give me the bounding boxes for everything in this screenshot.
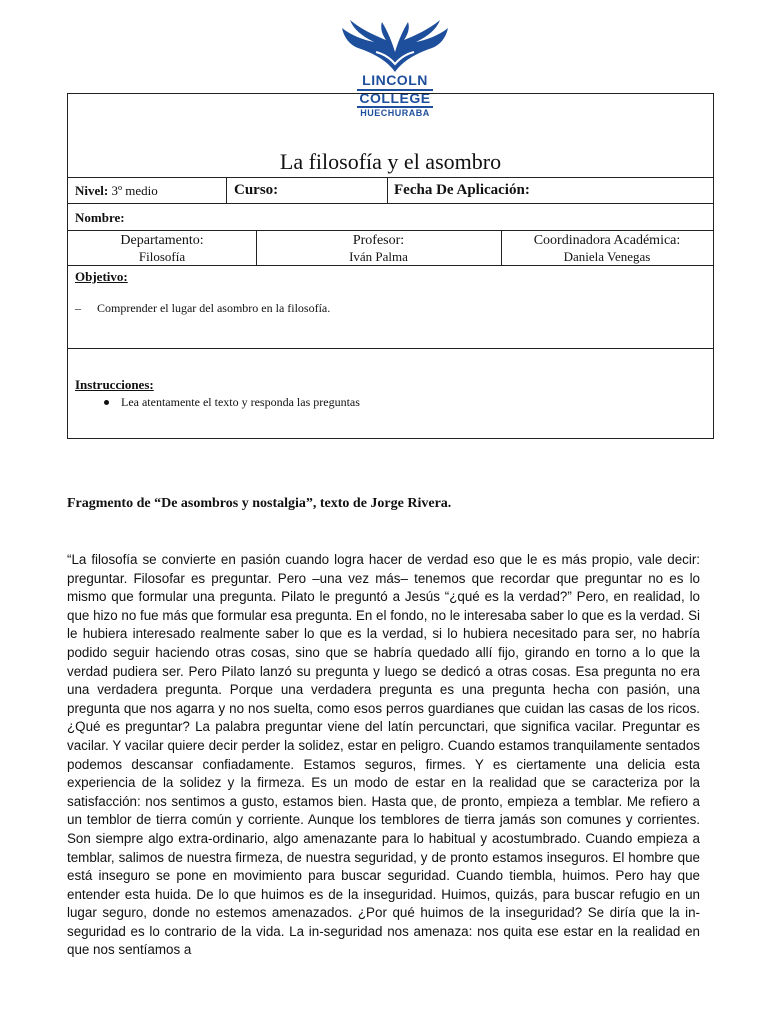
- curso-field[interactable]: Curso:: [234, 182, 279, 198]
- logo-line-2: COLLEGE: [357, 89, 433, 108]
- instrucciones-label: Instrucciones:: [75, 377, 154, 392]
- divider: [387, 177, 388, 203]
- logo-line-3: HUECHURABA: [360, 108, 430, 118]
- nivel-value: 3º medio: [111, 183, 158, 198]
- bullet-icon: [104, 400, 109, 405]
- nivel-field[interactable]: [75, 183, 158, 199]
- coordinadora-label: Coordinadora Académica:: [533, 233, 681, 248]
- departamento-value: Filosofía: [138, 249, 186, 264]
- profesor-value: Iván Palma: [349, 249, 408, 264]
- divider: [68, 265, 713, 266]
- objetivo-marker: –: [75, 301, 81, 315]
- nivel-label: Nivel:: [75, 183, 109, 198]
- divider: [68, 177, 713, 178]
- profesor-label: Profesor:: [352, 233, 405, 248]
- departamento-label: Departamento:: [120, 233, 204, 248]
- divider: [226, 177, 227, 203]
- fragment-subtitle: Fragmento de “De asombros y nostalgia”, texto de Jorge Rivera.: [67, 496, 452, 511]
- objetivo-label: Objetivo:: [75, 269, 128, 284]
- body-paragraph: “La filosofía se convierte en pasión cuando logra hacer de verdad eso que le es más propio, vale decir: preguntar. Filosofar es preguntar. Pero –una vez más– tenemos que recordar que preguntar no es lo mismo que formular una pregunta. Pilato le preguntó a Jesús “¿qué es la verdad?” Pero, en realidad, lo que hizo no fue más que formular esa pregunta. En el fondo, no le interesaba saber lo que es la verdad. Si le hubiera interesado realmente saber lo que es la verdad, si lo hubiera necesitado para ser, no habría podido seguir haciendo otras cosas, sino que se habría quedado allí fijo, girando en torno a lo que la verdad pudiera ser. Pero Pilato lanzó su pregunta y luego se dedicó a otras cosas. Esa pregunta no era una verdadera pregunta. Porque una verdadera pregunta es una pregunta hecha con pasión, una pregunta que nos agarra y no nos suelta, como esos perros guardianes que cuidan las casas de los ricos. ¿Qué es preguntar? La palabra preguntar viene del latín percunctari, que significa vacilar. Preguntar es vacilar. Y vacilar quiere decir perder la solidez, estar en peligro. Cuando estamos tranquilamente sentados podemos descansar confiadamente. Estamos seguros, firmes. Y es ciertamente una delicia esta experiencia de la solidez y la firmeza. Es un modo de estar en la realidad que se caracteriza por la satisfacción: nos sentimos a gusto, estamos bien. Hasta que, de pronto, empieza a temblar. Me refiero a un temblor de tierra común y corriente. Aunque los temblores de tierra jamás son comunes y corrientes. Son siempre algo extra-ordinario, algo amenazante para lo habitual y acostumbrado. Cuando empieza a temblar, salimos de nuestra firmeza, de nuestra seguridad, y de pronto estamos inseguros. El hombre que está inseguro se pone en movimiento para buscar seguridad. Cuando tiembla, huimos. Pero hay que entender esta huida. De lo que huimos es de la inseguridad. Huimos, quizás, para buscar refugio en un lugar seguro, donde no estemos amenazados. ¿Por qué huimos de la inseguridad? Se diría que la in-seguridad es lo contrario de la vida. La in-seguridad nos amenaza: nos quita ese estar en la realidad en que nos sentíamos a: [67, 552, 700, 958]
- instrucciones-text: Lea atentamente el texto y responda las preguntas: [121, 395, 360, 409]
- divider: [68, 348, 713, 349]
- coordinadora-value: Daniela Venegas: [563, 249, 651, 264]
- eagle-icon: [340, 18, 450, 74]
- nombre-field[interactable]: Nombre:: [75, 210, 125, 225]
- objetivo-text: Comprender el lugar del asombro en la filosofía.: [97, 301, 331, 315]
- fecha-field[interactable]: Fecha De Aplicación:: [394, 182, 530, 198]
- coordinadora-cell: [501, 233, 713, 265]
- logo-line-1: LINCOLN: [362, 72, 428, 88]
- divider: [68, 203, 713, 204]
- departamento-cell: [68, 233, 256, 265]
- profesor-cell: [256, 233, 501, 265]
- divider: [68, 230, 713, 231]
- header-table: [67, 93, 714, 439]
- page-title: La filosofía y el asombro: [279, 149, 502, 174]
